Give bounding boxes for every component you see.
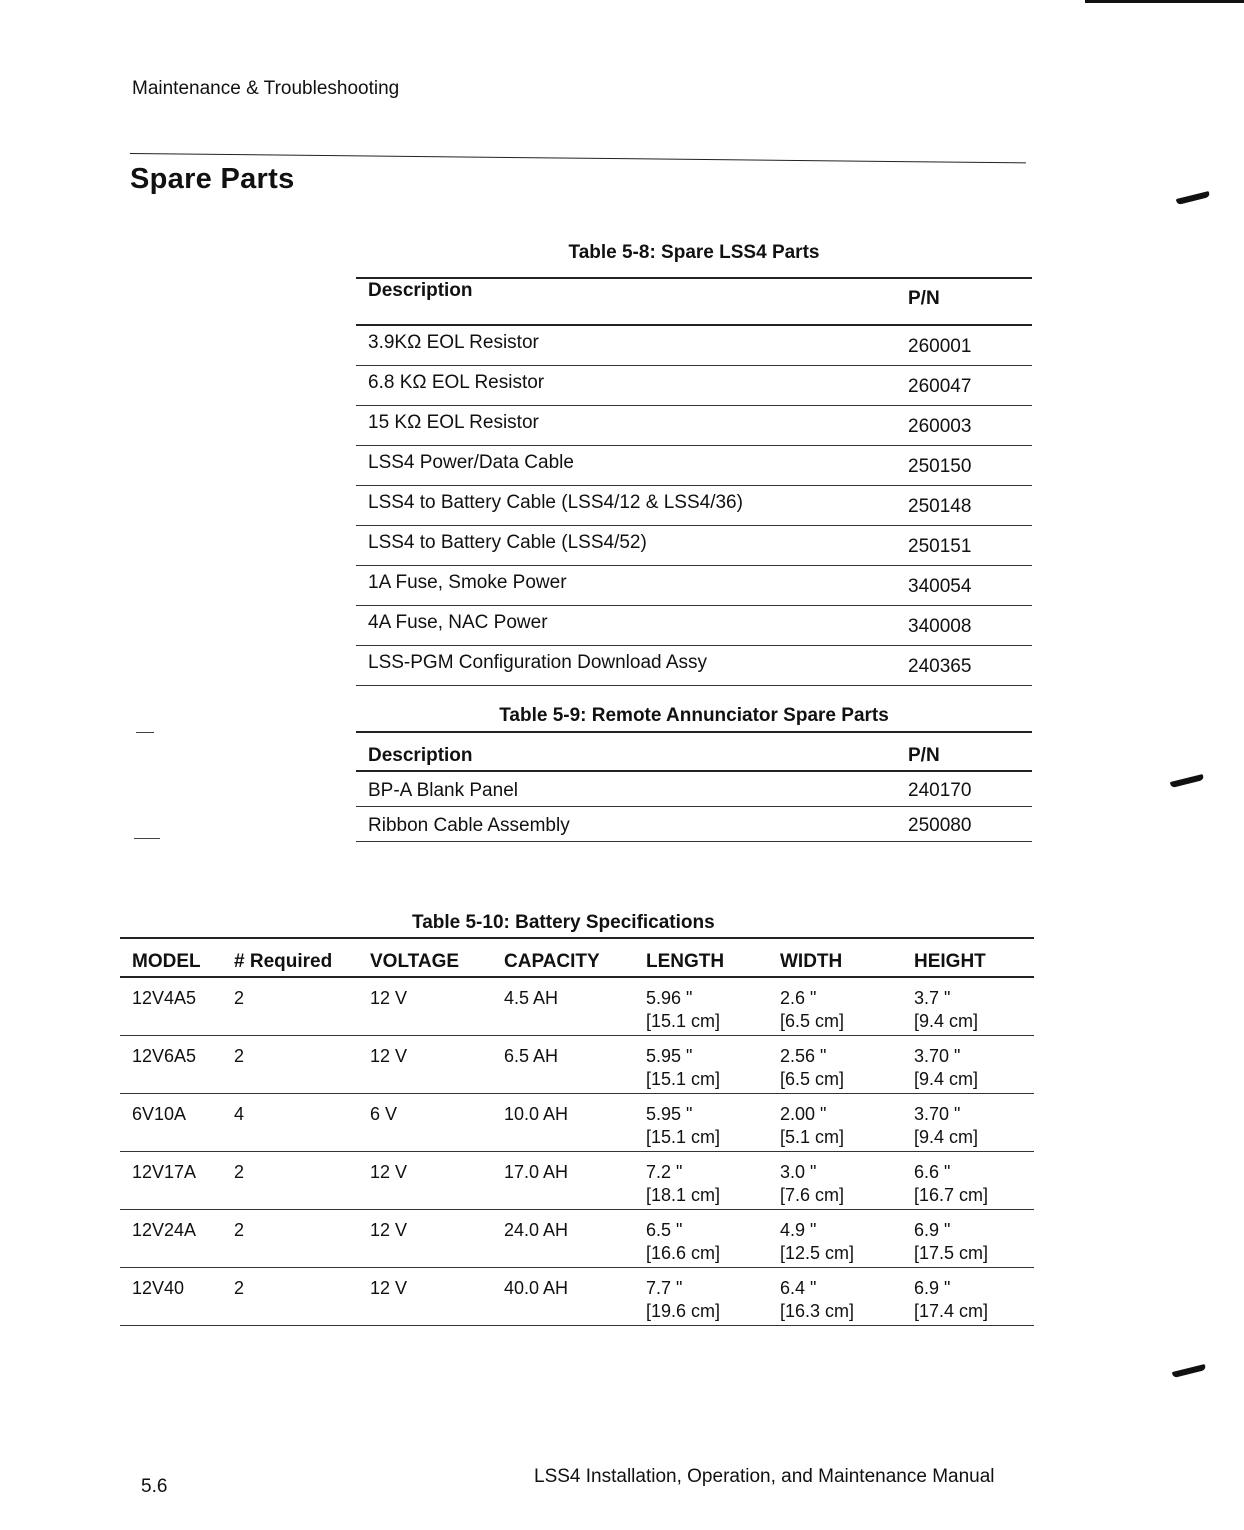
battery-voltage: 12 V xyxy=(358,977,492,1036)
height-cm: [17.5 cm] xyxy=(914,1243,989,1263)
part-number: 260001 xyxy=(896,325,1032,366)
battery-height xyxy=(902,1152,1034,1210)
length-cm: [15.1 cm] xyxy=(646,1069,721,1089)
width-inches: 2.00 " xyxy=(780,1104,827,1124)
width-cm: [6.5 cm] xyxy=(780,1069,845,1089)
width-cm: [7.6 cm] xyxy=(780,1185,845,1205)
battery-length xyxy=(634,1094,768,1152)
width-inches: 2.6 " xyxy=(780,988,817,1008)
part-description: 4A Fuse, NAC Power xyxy=(356,606,896,646)
part-number: 250148 xyxy=(896,486,1032,526)
table-row xyxy=(356,366,1032,406)
part-description: 6.8 KΩ EOL Resistor xyxy=(356,366,896,406)
height-inches: 3.70 " xyxy=(914,1046,961,1066)
table-5-9-caption: Table 5-9: Remote Annunciator Spare Parts xyxy=(499,705,889,726)
part-number: 240170 xyxy=(896,771,1032,807)
table-row xyxy=(356,566,1032,606)
width-inches: 6.4 " xyxy=(780,1278,817,1298)
table-row xyxy=(356,486,1032,526)
part-number: 340054 xyxy=(896,566,1032,606)
battery-height xyxy=(902,1036,1034,1094)
width-cm: [16.3 cm] xyxy=(780,1301,855,1321)
part-number: 260047 xyxy=(896,366,1032,406)
battery-width xyxy=(768,1094,902,1152)
battery-voltage: 6 V xyxy=(358,1094,492,1152)
column-header-description: Description xyxy=(356,278,896,325)
part-description: 1A Fuse, Smoke Power xyxy=(356,566,896,606)
binding-hole-mark xyxy=(1176,191,1210,205)
battery-capacity: 4.5 AH xyxy=(492,977,634,1036)
height-cm: [9.4 cm] xyxy=(914,1069,979,1089)
battery-capacity: 40.0 AH xyxy=(492,1268,634,1326)
table-row xyxy=(356,406,1032,446)
battery-voltage: 12 V xyxy=(358,1036,492,1094)
battery-width xyxy=(768,1268,902,1326)
table-row xyxy=(120,1268,1034,1326)
part-number: 240365 xyxy=(896,646,1032,686)
margin-tick xyxy=(136,732,154,733)
battery-width xyxy=(768,1152,902,1210)
battery-width xyxy=(768,1210,902,1268)
length-cm: [19.6 cm] xyxy=(646,1301,721,1321)
table-row xyxy=(356,446,1032,486)
battery-height xyxy=(902,977,1034,1036)
column-header-voltage: VOLTAGE xyxy=(358,938,492,977)
part-number: 340008 xyxy=(896,606,1032,646)
battery-capacity: 24.0 AH xyxy=(492,1210,634,1268)
width-inches: 3.0 " xyxy=(780,1162,817,1182)
length-inches: 7.7 " xyxy=(646,1278,683,1298)
table-5-8-caption: Table 5-8: Spare LSS4 Parts xyxy=(568,242,820,263)
length-inches: 5.95 " xyxy=(646,1104,693,1124)
battery-required: 2 xyxy=(222,1036,358,1094)
width-inches: 2.56 " xyxy=(780,1046,827,1066)
height-cm: [9.4 cm] xyxy=(914,1011,979,1031)
table-5-10-caption: Table 5-10: Battery Specifications xyxy=(412,912,715,933)
battery-required: 2 xyxy=(222,1210,358,1268)
battery-model: 12V17A xyxy=(120,1152,222,1210)
battery-length xyxy=(634,1210,768,1268)
table-header-row xyxy=(356,732,1032,771)
running-header: Maintenance & Troubleshooting xyxy=(132,78,400,99)
part-description: BP-A Blank Panel xyxy=(356,771,896,807)
scan-edge-rule xyxy=(1085,0,1244,3)
spare-lss4-parts-table xyxy=(356,277,1032,686)
part-description: LSS4 to Battery Cable (LSS4/52) xyxy=(356,526,896,566)
column-header-length: LENGTH xyxy=(634,938,768,977)
part-description: 3.9KΩ EOL Resistor xyxy=(356,325,896,366)
page-number: 5.6 xyxy=(141,1476,168,1497)
length-inches: 6.5 " xyxy=(646,1220,683,1240)
length-cm: [18.1 cm] xyxy=(646,1185,721,1205)
battery-height xyxy=(902,1210,1034,1268)
length-cm: [16.6 cm] xyxy=(646,1243,721,1263)
column-header-description: Description xyxy=(356,732,896,771)
battery-height xyxy=(902,1094,1034,1152)
table-row xyxy=(356,807,1032,842)
battery-model: 12V6A5 xyxy=(120,1036,222,1094)
height-cm: [17.4 cm] xyxy=(914,1301,989,1321)
length-inches: 5.96 " xyxy=(646,988,693,1008)
column-header-height: HEIGHT xyxy=(902,938,1034,977)
battery-width xyxy=(768,1036,902,1094)
part-number: 250151 xyxy=(896,526,1032,566)
table-row xyxy=(356,325,1032,366)
title-rule xyxy=(130,153,1026,163)
battery-model: 6V10A xyxy=(120,1094,222,1152)
remote-annunciator-parts-table xyxy=(356,731,1032,842)
part-number: 250080 xyxy=(896,807,1032,842)
table-row xyxy=(356,646,1032,686)
length-cm: [15.1 cm] xyxy=(646,1127,721,1147)
table-row xyxy=(356,771,1032,807)
height-cm: [9.4 cm] xyxy=(914,1127,979,1147)
column-header-required: # Required xyxy=(222,938,358,977)
battery-length xyxy=(634,1036,768,1094)
table-header-row xyxy=(120,938,1034,977)
column-header-pn: P/N xyxy=(896,732,1032,771)
battery-required: 4 xyxy=(222,1094,358,1152)
column-header-capacity: CAPACITY xyxy=(492,938,634,977)
part-description: LSS4 to Battery Cable (LSS4/12 & LSS4/36) xyxy=(356,486,896,526)
length-inches: 5.95 " xyxy=(646,1046,693,1066)
battery-length xyxy=(634,1268,768,1326)
battery-capacity: 10.0 AH xyxy=(492,1094,634,1152)
battery-required: 2 xyxy=(222,1268,358,1326)
battery-capacity: 17.0 AH xyxy=(492,1152,634,1210)
length-inches: 7.2 " xyxy=(646,1162,683,1182)
manual-title: LSS4 Installation, Operation, and Maintenance Manual xyxy=(534,1466,995,1487)
table-row xyxy=(120,1094,1034,1152)
battery-voltage: 12 V xyxy=(358,1268,492,1326)
table-row xyxy=(120,1152,1034,1210)
battery-length xyxy=(634,1152,768,1210)
table-row xyxy=(120,1210,1034,1268)
part-description: LSS4 Power/Data Cable xyxy=(356,446,896,486)
binding-hole-mark xyxy=(1170,774,1204,788)
battery-height xyxy=(902,1268,1034,1326)
height-inches: 6.9 " xyxy=(914,1278,951,1298)
table-row xyxy=(356,526,1032,566)
table-header-row xyxy=(356,278,1032,325)
battery-required: 2 xyxy=(222,1152,358,1210)
height-inches: 6.6 " xyxy=(914,1162,951,1182)
column-header-model: MODEL xyxy=(120,938,222,977)
part-description: LSS-PGM Configuration Download Assy xyxy=(356,646,896,686)
battery-model: 12V40 xyxy=(120,1268,222,1326)
battery-required: 2 xyxy=(222,977,358,1036)
height-inches: 6.9 " xyxy=(914,1220,951,1240)
margin-tick xyxy=(134,838,160,839)
height-inches: 3.70 " xyxy=(914,1104,961,1124)
width-cm: [12.5 cm] xyxy=(780,1243,855,1263)
binding-hole-mark xyxy=(1172,1364,1206,1378)
length-cm: [15.1 cm] xyxy=(646,1011,721,1031)
battery-width xyxy=(768,977,902,1036)
battery-model: 12V4A5 xyxy=(120,977,222,1036)
part-description: 15 KΩ EOL Resistor xyxy=(356,406,896,446)
battery-model: 12V24A xyxy=(120,1210,222,1268)
battery-specifications-table xyxy=(120,937,1034,1326)
battery-voltage: 12 V xyxy=(358,1152,492,1210)
battery-capacity: 6.5 AH xyxy=(492,1036,634,1094)
part-description: Ribbon Cable Assembly xyxy=(356,807,896,842)
width-inches: 4.9 " xyxy=(780,1220,817,1240)
width-cm: [6.5 cm] xyxy=(780,1011,845,1031)
part-number: 250150 xyxy=(896,446,1032,486)
height-cm: [16.7 cm] xyxy=(914,1185,989,1205)
battery-voltage: 12 V xyxy=(358,1210,492,1268)
table-row xyxy=(356,606,1032,646)
table-row xyxy=(120,977,1034,1036)
battery-length xyxy=(634,977,768,1036)
column-header-width: WIDTH xyxy=(768,938,902,977)
height-inches: 3.7 " xyxy=(914,988,951,1008)
column-header-pn: P/N xyxy=(896,278,1032,325)
section-title: Spare Parts xyxy=(130,163,295,195)
width-cm: [5.1 cm] xyxy=(780,1127,845,1147)
table-row xyxy=(120,1036,1034,1094)
part-number: 260003 xyxy=(896,406,1032,446)
